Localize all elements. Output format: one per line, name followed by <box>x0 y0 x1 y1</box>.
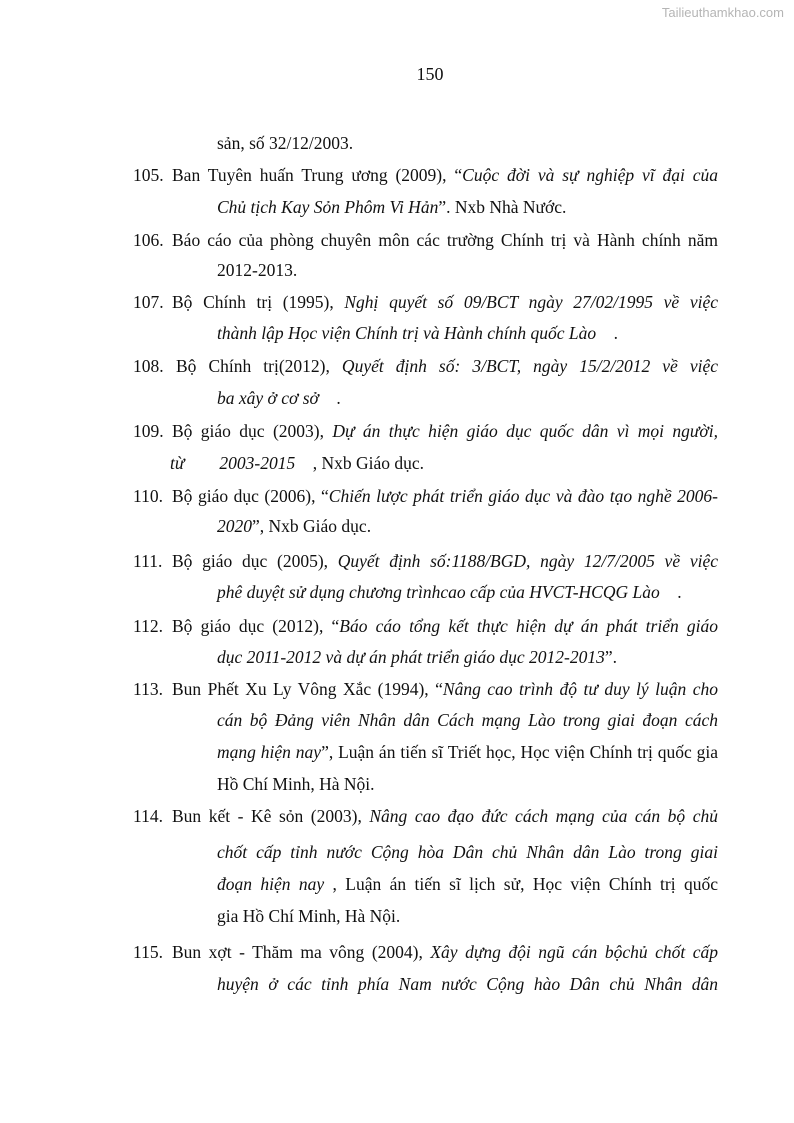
reference-line <box>172 941 718 963</box>
reference-number: 115. <box>133 942 163 962</box>
reference-text: ”, Nxb Giáo dục. <box>252 516 372 536</box>
reference-number: 105. <box>133 165 164 185</box>
reference-line <box>217 259 297 281</box>
reference-title-text: ba xây ở cơ sở <box>217 388 319 408</box>
reference-number: 109. <box>133 421 164 441</box>
reference-text: ”, Luận án tiến sĩ Triết học, Học viện Chính trị quốc gia <box>321 742 718 762</box>
reference-title-text: Nâng cao trình độ tư duy lý luận cho <box>442 679 718 699</box>
reference-number: 106. <box>133 230 164 250</box>
reference-title-text: Nâng cao đạo đức cách mạng của cán bộ chủ <box>361 806 718 826</box>
watermark: Tailieuthamkhao.com <box>661 5 784 20</box>
reference-number: 110. <box>133 486 163 506</box>
reference-line <box>172 550 718 572</box>
reference-line <box>172 164 718 186</box>
reference-title-text: cán bộ Đảng viên Nhân dân Cách mạng Lào trong giai đoạn cách <box>217 710 718 730</box>
reference-line <box>217 841 718 863</box>
reference-line <box>217 905 400 927</box>
reference-line <box>172 291 718 313</box>
reference-line <box>217 773 375 795</box>
reference-text: Bộ giáo dục (2003), <box>172 421 324 441</box>
reference-title-text: Cuộc đời và sự nghiệp vĩ đại của <box>462 165 718 185</box>
reference-text: Hồ Chí Minh, Hà Nội. <box>217 774 375 794</box>
reference-title-text: Dự án thực hiện giáo dục quốc dân vì mọi người, <box>323 421 718 441</box>
reference-title-text: đoạn hiện nay <box>217 874 325 894</box>
reference-line <box>172 678 718 700</box>
reference-line <box>217 709 718 731</box>
reference-number: 112. <box>133 616 163 636</box>
reference-number: 107. <box>133 292 164 312</box>
reference-text: Bun Phết Xu Ly Vông Xắc (1994), “ <box>172 679 443 699</box>
reference-text: . <box>659 582 682 602</box>
reference-text: Bộ Chính trị (1995), <box>172 292 334 312</box>
reference-text: ”. Nxb Nhà Nước. <box>438 197 567 217</box>
reference-text: gia Hồ Chí Minh, Hà Nội. <box>217 906 401 926</box>
reference-line <box>217 646 617 668</box>
reference-line <box>172 805 718 827</box>
reference-title-text: Nghị quyết số 09/BCT ngày 27/02/1995 về việc <box>333 292 718 312</box>
reference-title-text: Quyết định số:1188/BGD, ngày 12/7/2005 về việc <box>328 551 718 571</box>
reference-line <box>217 132 353 154</box>
reference-title-text: mạng hiện nay <box>217 742 322 762</box>
reference-line <box>217 515 371 537</box>
reference-title-text: Chủ tịch Kay Sỏn Phôm Vi Hản <box>217 197 439 217</box>
reference-text: 2012-2013. <box>217 260 298 280</box>
reference-line <box>172 229 718 251</box>
reference-number: 114. <box>133 806 163 826</box>
reference-title-text: Báo cáo tổng kết thực hiện dự án phát triển giáo <box>339 616 719 636</box>
reference-title-text: chốt cấp tỉnh nước Cộng hòa Dân chủ Nhân dân Lào trong giai <box>217 842 718 862</box>
reference-text: Ban Tuyên huấn Trung ương (2009), “ <box>172 165 463 185</box>
reference-text: Bộ Chính trị(2012), <box>176 356 330 376</box>
reference-title-text: dục 2011-2012 và dự án phát triển giáo dục 2012-2013 <box>217 647 605 667</box>
reference-line <box>172 485 718 507</box>
reference-line <box>170 452 424 474</box>
reference-title-text: từ 2003-2015 <box>170 453 296 473</box>
reference-title-text: thành lập Học viện Chính trị và Hành chính quốc Lào <box>217 323 597 343</box>
reference-text: . <box>596 323 619 343</box>
reference-line <box>217 196 566 218</box>
reference-text: Bộ giáo dục (2005), <box>172 551 329 571</box>
reference-line <box>217 387 341 409</box>
reference-text: , Luận án tiến sĩ lịch sử, Học viện Chính trị quốc <box>324 874 718 894</box>
reference-number: 113. <box>133 679 163 699</box>
reference-title-text: Xây dựng đội ngũ cán bộchủ chốt cấp <box>422 942 719 962</box>
reference-text: Bun xợt - Thăm ma vông (2004), <box>172 942 423 962</box>
reference-line <box>217 322 618 344</box>
reference-text: ”. <box>604 647 618 667</box>
reference-number: 108. <box>133 356 164 376</box>
page-number: 150 <box>416 64 444 84</box>
reference-text: Báo cáo của phòng chuyên môn các trường Chính trị và Hành chính năm <box>172 230 718 250</box>
reference-line <box>172 615 718 637</box>
reference-text: Bộ giáo dục (2006), “ <box>172 486 329 506</box>
reference-title-text: Chiến lược phát triển giáo dục và đào tạo nghề 2006- <box>328 486 718 506</box>
reference-text: Bun kết - Kê sỏn (2003), <box>172 806 362 826</box>
reference-text: sản, số 32/12/2003. <box>217 133 354 153</box>
reference-line <box>176 355 718 377</box>
reference-title-text: 2020 <box>217 516 252 536</box>
reference-number: 111. <box>133 551 163 571</box>
reference-title-text: huyện ở các tỉnh phía Nam nước Cộng hào Dân chủ Nhân dân <box>217 974 718 994</box>
reference-text: . <box>318 388 341 408</box>
reference-line <box>217 873 718 895</box>
reference-line <box>172 420 718 442</box>
reference-line <box>217 741 718 763</box>
reference-line <box>217 581 682 603</box>
reference-text: , Nxb Giáo dục. <box>295 453 425 473</box>
reference-text: Bộ giáo dục (2012), “ <box>172 616 340 636</box>
reference-title-text: Quyết định số: 3/BCT, ngày 15/2/2012 về việc <box>329 356 718 376</box>
reference-line <box>217 973 718 995</box>
reference-title-text: phê duyệt sử dụng chương trìnhcao cấp của HVCT-HCQG Lào <box>217 582 660 602</box>
